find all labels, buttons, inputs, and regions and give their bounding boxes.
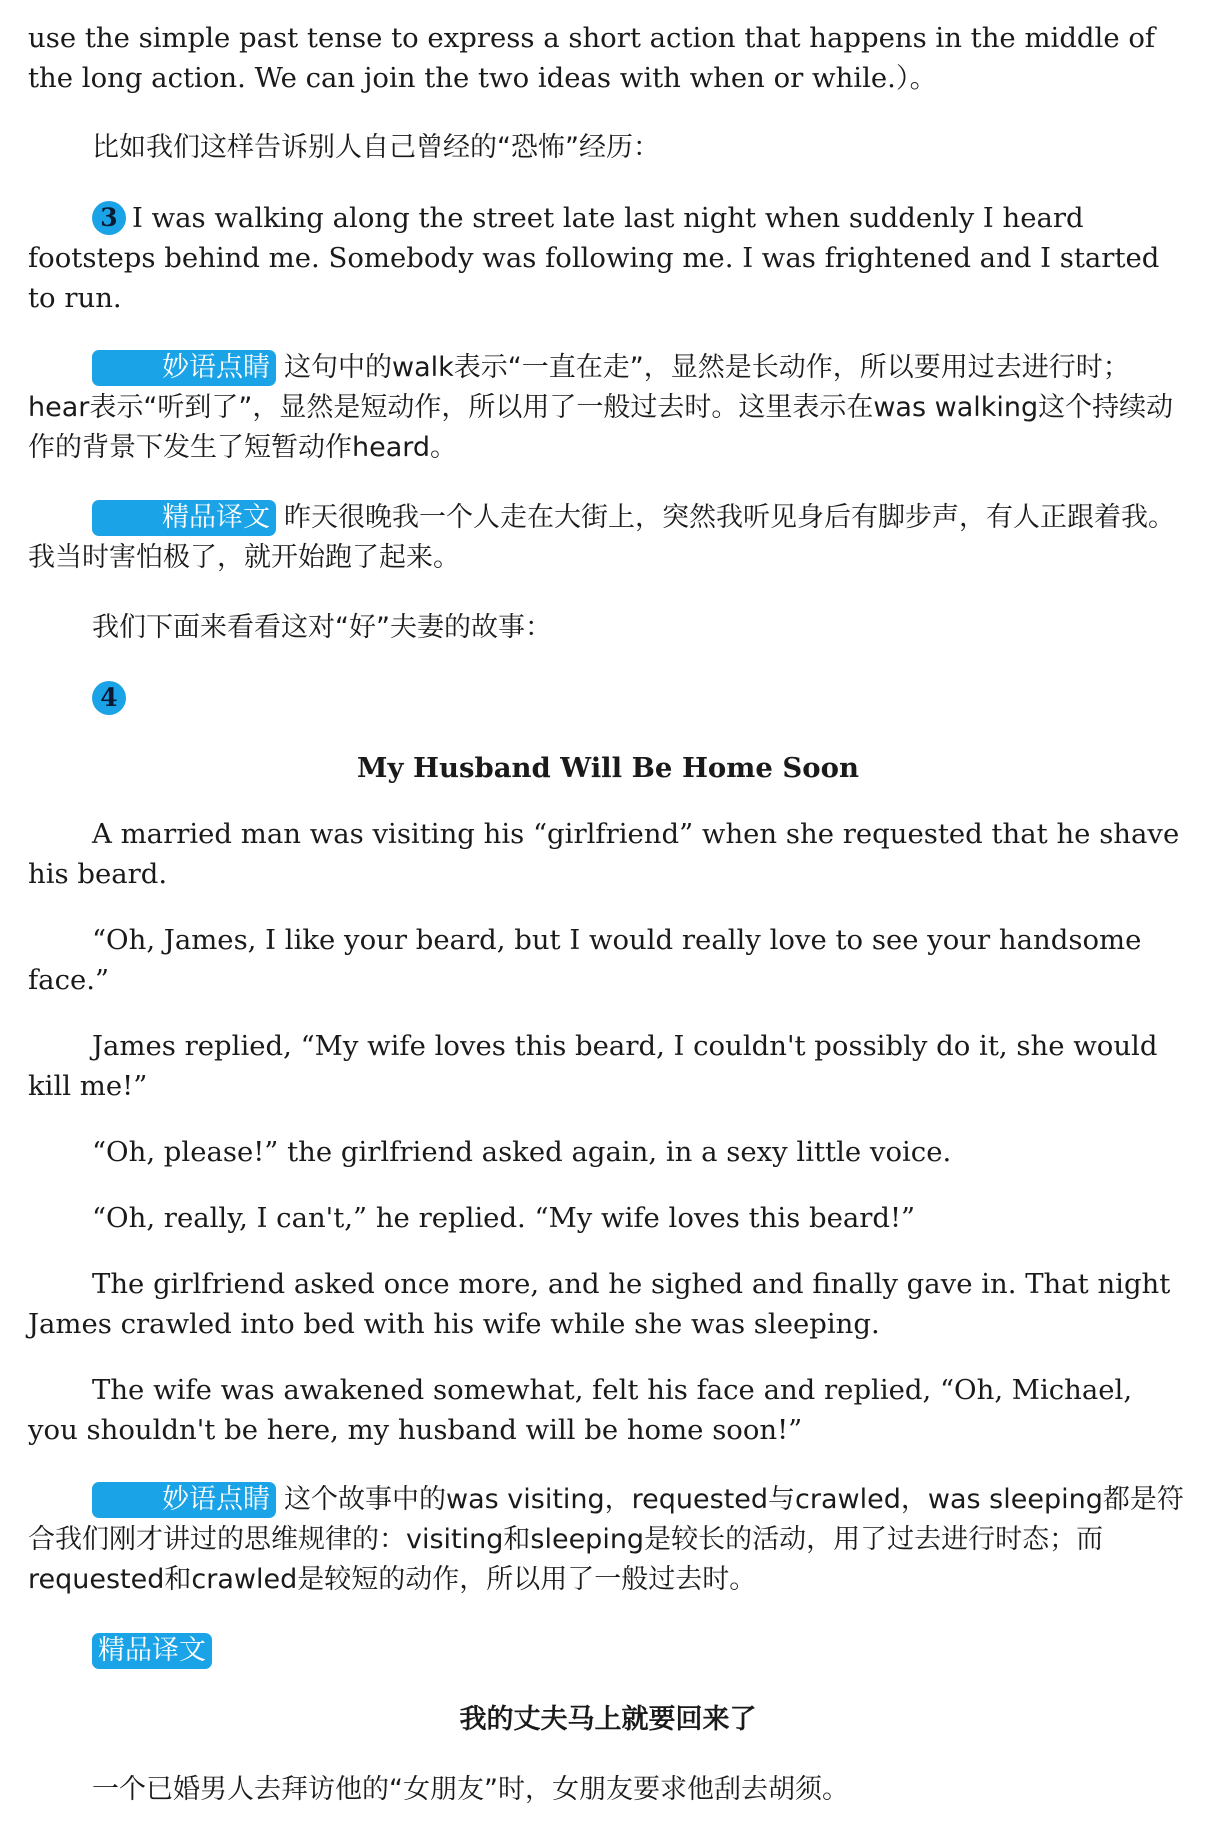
story-title: My Husband Will Be Home Soon bbox=[357, 752, 859, 784]
story-paragraph: “Oh, really, I can't,” he replied. “My wife loves this beard!” bbox=[92, 1202, 916, 1234]
note-label-badge: 妙语点睛 bbox=[92, 350, 276, 386]
example-3-text: I was walking along the street late last night when suddenly I heard footsteps behind me. Somebody was following me. I was frightened and I started to run. bbox=[28, 202, 1160, 314]
story-paragraph: “Oh, James, I like your beard, but I would really love to see your handsome face.” bbox=[28, 924, 1142, 996]
translation-title: 我的丈夫马上就要回来了 bbox=[459, 1704, 757, 1735]
lead-story: 我们下面来看看这对“好”夫妻的故事： bbox=[92, 612, 552, 643]
lead-scary-experience: 比如我们这样告诉别人自己曾经的“恐怖”经历： bbox=[92, 132, 660, 163]
intro-paragraph: use the simple past tense to express a short action that happens in the middle of the long action. We can join the two ideas with when or while.）。 bbox=[28, 22, 1156, 94]
translation-first-paragraph: 一个已婚男人去拜访他的“女朋友”时，女朋友要求他刮去胡须。 bbox=[92, 1774, 849, 1805]
story-paragraph: James replied, “My wife loves this beard, I couldn't possibly do it, she would kill me!” bbox=[28, 1030, 1158, 1102]
document-page bbox=[28, 18, 1188, 1810]
story-paragraph: A married man was visiting his “girlfriend” when she requested that he shave his beard. bbox=[28, 818, 1180, 890]
example-3-note bbox=[28, 348, 1188, 468]
example-3-translation-text: 昨天很晚我一个人走在大街上，突然我听见身后有脚步声，有人正跟着我。我当时害怕极了，就开始跑了起来。 bbox=[28, 502, 1175, 573]
example-3-note-text: 这句中的walk表示“一直在走”，显然是长动作，所以要用过去进行时；hear表示“听到了”，显然是短动作，所以用了一般过去时。这里表示在was walking这个持续动作的背景下发生了短暂动作heard。 bbox=[28, 352, 1174, 463]
example-4-note-text: 这个故事中的was visiting，requested与crawled，was sleeping都是符合我们刚才讲过的思维规律的：visiting和sleeping是较长的活动，用了过去进行时态；而requested和crawled是较短的动作，所以用了一般过去时。 bbox=[28, 1484, 1184, 1595]
example-4-translation-label-line bbox=[28, 1630, 1188, 1670]
translation-label-badge: 精品译文 bbox=[92, 1633, 212, 1669]
example-3-paragraph bbox=[28, 198, 1188, 318]
example-4-note bbox=[28, 1480, 1188, 1600]
example-3-translation bbox=[28, 498, 1188, 578]
story-paragraph: The girlfriend asked once more, and he sighed and finally gave in. That night James crawled into bed with his wife while she was sleeping. bbox=[28, 1268, 1171, 1340]
example-number-3: 3 bbox=[92, 201, 126, 235]
example-4-number-line bbox=[28, 678, 1188, 718]
translation-label-badge: 精品译文 bbox=[92, 500, 276, 536]
story-paragraph: The wife was awakened somewhat, felt his face and replied, “Oh, Michael, you shouldn't be here, my husband will be home soon!” bbox=[28, 1374, 1133, 1446]
story-paragraph: “Oh, please!” the girlfriend asked again, in a sexy little voice. bbox=[92, 1136, 952, 1168]
note-label-badge: 妙语点睛 bbox=[92, 1482, 276, 1518]
example-number-4: 4 bbox=[92, 681, 126, 715]
